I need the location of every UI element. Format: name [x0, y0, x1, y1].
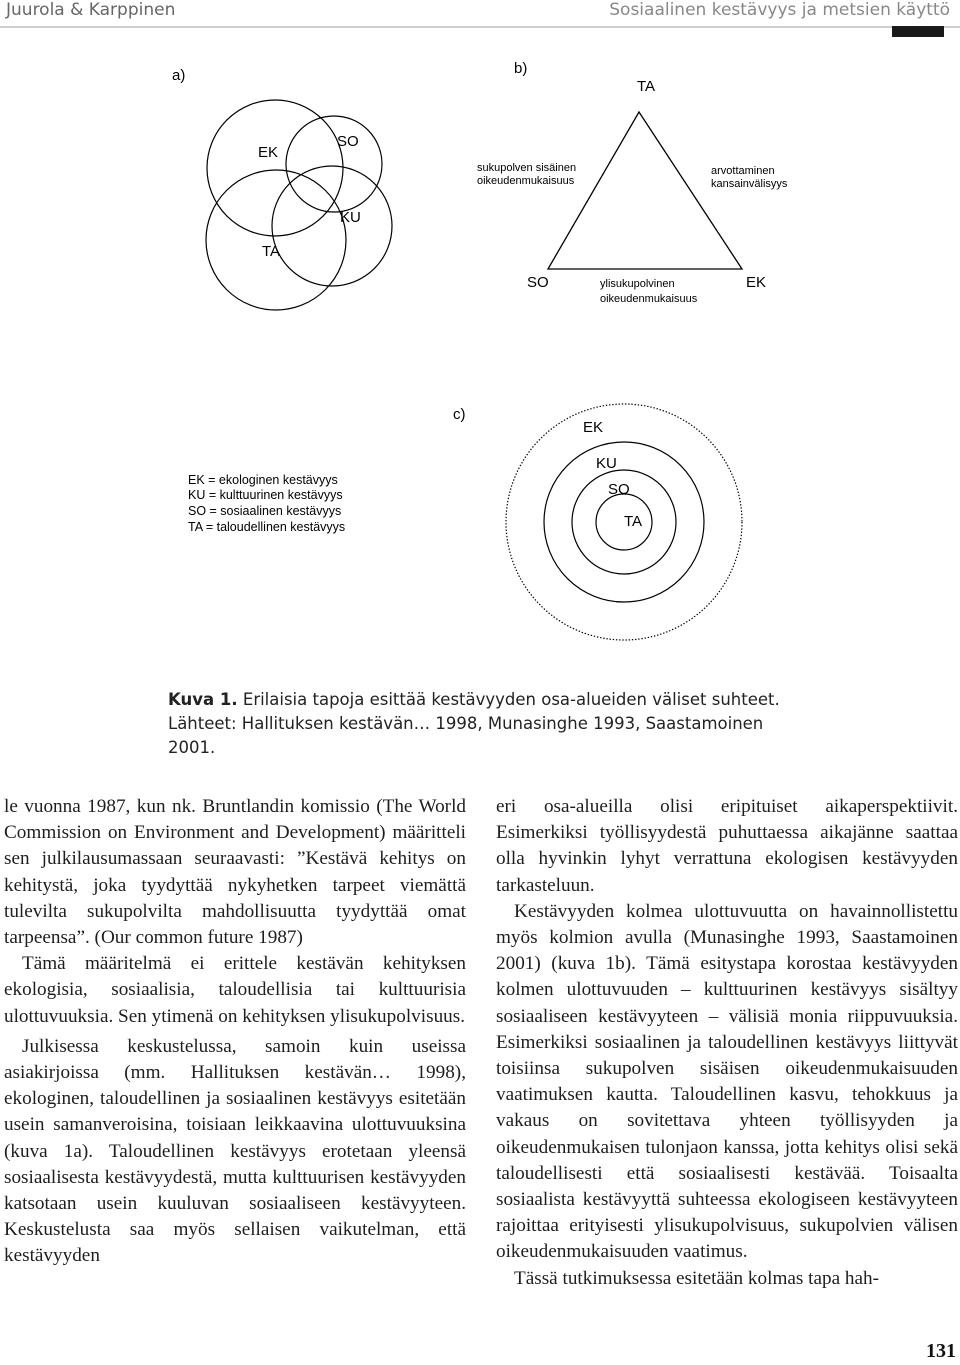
triangle-corner-ek: EK	[746, 274, 767, 291]
ring-ku-label: KU	[596, 455, 617, 472]
triangle-left-side-line1: sukupolven sisäinen	[477, 162, 577, 174]
body-left-column	[4, 794, 466, 1270]
venn-ta-label: TA	[262, 243, 281, 260]
figure-caption	[168, 688, 788, 760]
legend-item-so: SO = sosiaalinen kestävyys	[188, 504, 342, 518]
triangle-right-side-line2: kansainvälisyys	[711, 178, 788, 190]
legend-item-ek: EK = ekologinen kestävyys	[188, 473, 338, 487]
figure-c-label: c)	[453, 406, 466, 423]
triangle-corner-so: SO	[527, 274, 549, 291]
legend-item-ta: TA = taloudellinen kestävyys	[188, 520, 346, 534]
venn-so-label: SO	[337, 133, 359, 150]
circle-ek	[207, 100, 343, 236]
legend-item-ku: KU = kulttuurinen kestävyys	[188, 488, 343, 502]
running-header-authors: Juurola & Karppinen	[6, 0, 176, 20]
header-black-tab	[892, 26, 944, 37]
right-paragraph-1: eri osa-alueilla olisi eripituiset aikaperspektiivit. Esimerkiksi työllisyydestä puhuttaessa aikajänne saattaa olla hyvinkin lyhyt verrattuna ekologisen kestävyyden tarkasteluun.	[496, 796, 958, 896]
figure-a-venn	[172, 67, 392, 310]
figure-1	[0, 40, 960, 680]
triangle-left-side-line2: oikeudenmukaisuus	[477, 175, 575, 187]
page-number: 131	[926, 1340, 956, 1362]
triangle-shape	[548, 112, 742, 269]
triangle-base-line2: oikeudenmukaisuus	[600, 293, 698, 305]
triangle-top-ta: TA	[637, 78, 656, 95]
right-paragraph-3: Tässä tutkimuksessa esitetään kolmas tapa hah-	[514, 1267, 879, 1289]
figure-a-label: a)	[172, 67, 186, 84]
header-rule	[0, 26, 960, 28]
figure-b-label: b)	[514, 60, 528, 77]
figure-b-triangle	[477, 60, 788, 305]
triangle-base-line1: ylisukupolvinen	[600, 278, 675, 290]
right-paragraph-2: Kestävyyden kolmea ulottuvuutta on havainnollistettu myös kolmion avulla (Munasinghe 1993, Saastamoinen 2001) (kuva 1b). Tämä esitystapa korostaa kestävyyden kolmen ulottuvuuden – kulttuurinen kestävyys sisältyy sosiaaliseen kestävyyteen – välisiä monia riippuvuuksia. Esimerkiksi sosiaalinen ja taloudellinen kestävyys liittyvät toisiinsa sukupolven sisäisen oikeudenmukaisuuden vaatimuksen kautta. Taloudellinen kasvu, tehokkuus ja vakaus on sovitettava yhteen työllisyyden ja oikeudenmukaisen tulonjaon kanssa, jotta kehitys olisi sekä taloudellisesti että sosiaalisesti kestävää. Toisaalta sosiaalista kestävyyttä suhteessa ekologiseen kestävyyteen rajoittaa erityisesti ylisukupolvisuus, sukupolvien välisen oikeudenmukaisuuden vaatimus.	[496, 900, 958, 1263]
venn-ku-label: KU	[340, 209, 361, 226]
circle-so	[286, 116, 382, 212]
figure-c-concentric	[453, 404, 742, 640]
triangle-right-side-line1: arvottaminen	[711, 165, 775, 177]
ring-so-label: SO	[608, 481, 630, 498]
circle-ta	[206, 170, 346, 310]
left-paragraph-2: Tämä määritelmä ei erittele kestävän kehityksen ekologisia, sosiaalisia, taloudellisia tai kulttuurisia ulottuvuuksia. Sen ytimenä on kehityksen ylisukupolvisuus.	[4, 953, 466, 1027]
venn-ek-label: EK	[258, 144, 279, 161]
ring-ek-label: EK	[583, 419, 604, 436]
caption-label: Kuva 1.	[168, 690, 238, 709]
body-right-column	[496, 794, 958, 1292]
ring-ta-label: TA	[624, 513, 643, 530]
caption-text: Erilaisia tapoja esittää kestävyyden osa-alueiden väliset suhteet. Lähteet: Hallituksen kestävän… 1998, Munasinghe 1993, Saastamoinen 2001.	[168, 690, 780, 757]
left-paragraph-3: Julkisessa keskustelussa, samoin kuin useissa asiakirjoissa (mm. Hallituksen kestävän… 1998), ekologinen, taloudellinen ja sosiaalinen kestävyys esitetään usein samanveroisina, toisiaan leikkaavina ulottuvuuksina (kuva 1a). Taloudellinen kestävyys erotetaan yleensä sosiaalisesta kestävyydestä, mutta kulttuurisen kestävyyden katsotaan usein kuuluvan sosiaaliseen kestävyyteen. Keskustelusta saa myös sellaisen vaikutelman, että kestävyyden	[4, 1035, 466, 1267]
left-paragraph-1: le vuonna 1987, kun nk. Bruntlandin komissio (The World Commission on Environment and Development) määritteli sen julkilausumassaan seuraavasti: ”Kestävä kehitys on kehitystä, joka tyydyttää nykyhetken tarpeet viemättä tulevilta sukupolvilta mahdollisuutta tyydyttää omat tarpeensa”. (Our common future 1987)	[4, 796, 466, 949]
figure-legend	[188, 473, 345, 534]
running-header-title: Sosiaalinen kestävyys ja metsien käyttö	[609, 0, 950, 20]
